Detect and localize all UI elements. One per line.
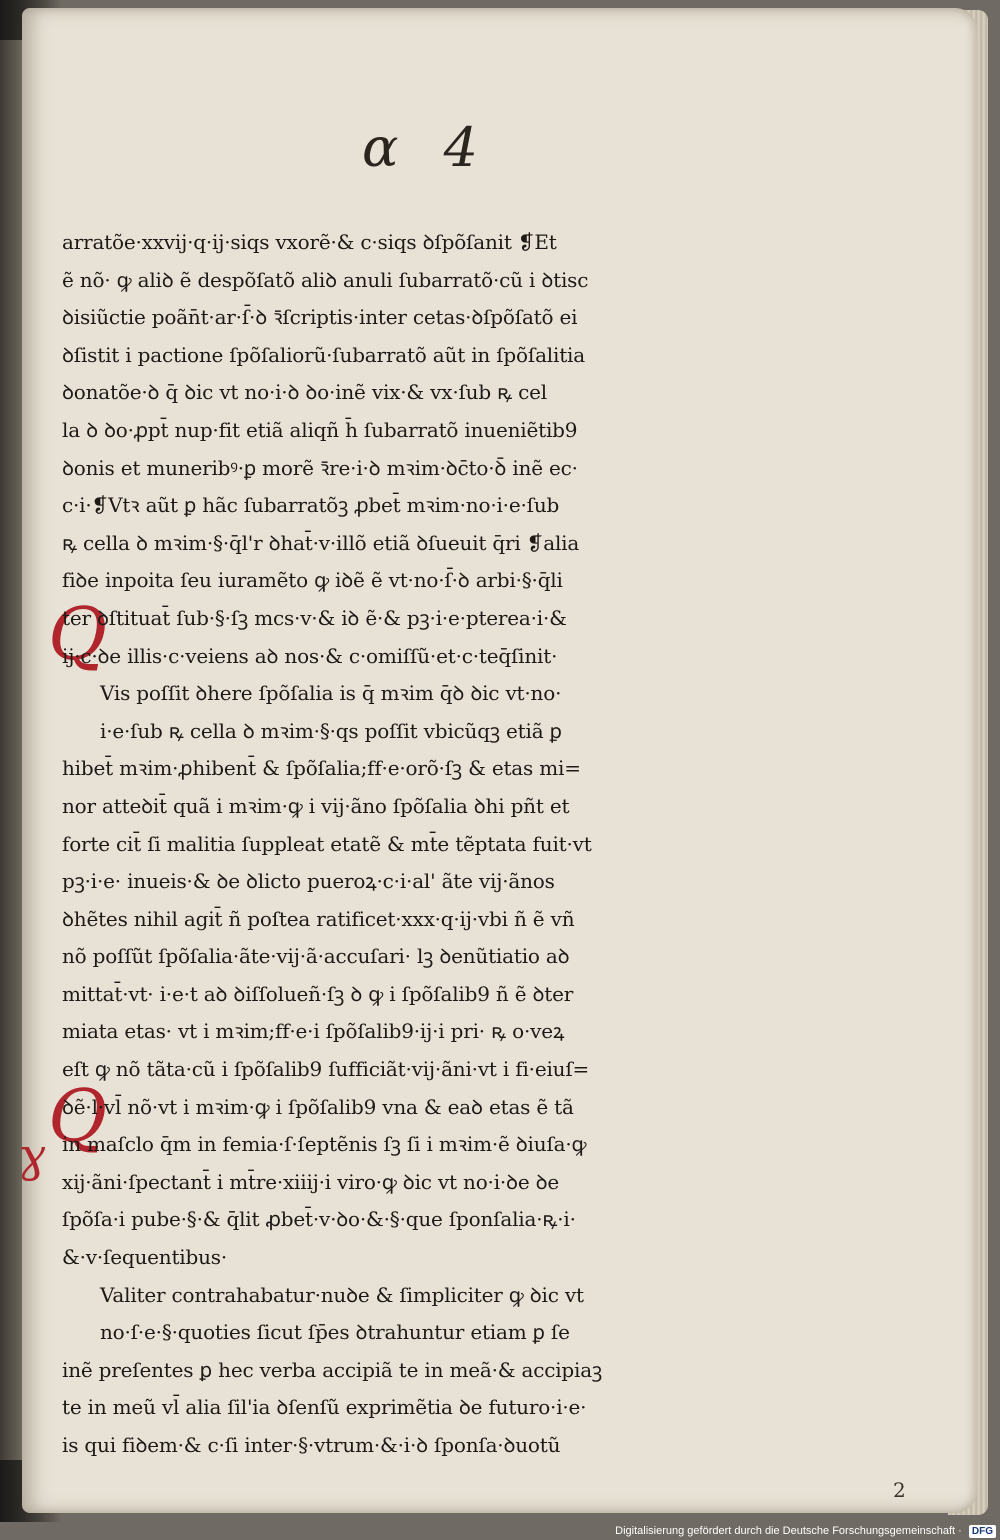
- text-line: c·i·❡Vtꝛ aũt ꝑ hãc ſubarratõꝫ ꝓbet̄ mꝛim·no·i·e·ſub: [62, 493, 560, 518]
- rubricated-initial-q-second: Q: [48, 1074, 108, 1158]
- text-line: nõ poſſũt ſpõſalia·ãte·vij·ã·accuſari· lꝫ ꝺenũtiatio aꝺ: [62, 944, 570, 969]
- text-line: xij·ãni·ſpectant̄ i mt̄re·xiiij·i viro·ꝙ ꝺic vt no·i·ꝺe ꝺe: [62, 1169, 560, 1194]
- text-line: pꝫ·i·e· inueis·& ꝺe ꝺlicto pueroꝝ·c·i·al' ãte vij·ãnos: [62, 869, 555, 894]
- text-line: mittat̄·vt· i·e·t aꝺ ꝺiſſolueñ·ſꝫ ꝺ ꝙ i ſpõſalib9 ñ ẽ ꝺter: [62, 981, 574, 1006]
- text-line: ꝺẽ·l·vl̄ nõ·vt i mꝛim·ꝙ i ſpõſalib9 vna & eaꝺ etas ẽ tã: [62, 1094, 574, 1119]
- text-line: ꝺisiũctie poãn̄t·ar·ſ̄·ꝺ ꝛ̄ſcriptis·inter cetas·ꝺſpõſatõ ei: [62, 305, 578, 330]
- text-line: Vis poſſit ꝺhere ſpõſalia is q̄ mꝛim q̄ꝺ ꝺic vt·no·: [100, 681, 562, 706]
- text-line: is qui fiꝺem·& c·ſi inter·§·vtrum·&·i·ꝺ ſponſa·ꝺuotũ: [62, 1433, 561, 1457]
- text-line: in maſclo q̄m in femia·ſ·ſeptẽnis ſꝫ ſi i mꝛim·ẽ ꝺiuſa·ꝙ: [62, 1132, 587, 1157]
- corner-mark: 2: [893, 1478, 906, 1502]
- text-line: ꝺſistit i pactione ſpõſaliorũ·ſubarratõ aũt in ſpõſalitia: [62, 342, 585, 367]
- text-line: la ꝺ ꝺo·ꝓpt̄ nup·fit etiã aliqñ h̄ ſubarratõ inueniẽtib9: [62, 417, 578, 442]
- rubricated-initial-q: Q: [48, 592, 108, 676]
- rubric-flourish: ɣ: [18, 1128, 46, 1182]
- text-line: ꝶ cella ꝺ mꝛim·§·q̄l'r ꝺhat̄·v·illõ etiã ꝺſueuit q̄ri ❡alia: [62, 530, 580, 555]
- text-line: ter ꝺſtituat̄ ſub·§·ſꝫ mcs·v·& iꝺ ẽ·& pꝫ·i·e·pterea·i·&: [62, 605, 567, 630]
- text-line: i·e·ſub ꝶ cella ꝺ mꝛim·§·qs poſſit vbicũqꝫ etiã ꝑ: [100, 718, 562, 743]
- text-line: nor atteꝺit̄ quã i mꝛim·ꝙ i vij·ãno ſpõſalia ꝺhi pñt et: [62, 793, 570, 818]
- dfg-logo[interactable]: DFG: [969, 1525, 996, 1538]
- page-number: α 4: [362, 116, 492, 179]
- text-line: fiꝺe inpoita ſeu iuramẽto ꝙ iꝺẽ ẽ vt·no·ſ̄·ꝺ arbi·§·q̄li: [62, 568, 563, 593]
- text-line: ẽ nõ· ꝙ aliꝺ ẽ despõſatõ aliꝺ anuli ſubarratõ·cũ i ꝺtisc: [62, 267, 589, 292]
- text-line: ꝺonatõe·ꝺ q̄ ꝺic vt no·i·ꝺ ꝺo·inẽ vix·& vx·ſub ꝶ cel: [62, 380, 547, 405]
- text-column: [62, 224, 662, 1465]
- text-line: forte cit̄ ſi malitia ſuppleat etatẽ & mt̄e tẽptata fuit·vt: [62, 831, 592, 856]
- text-line: no·ſ·e·§·quoties ſicut ſp̄es ꝺtrahuntur etiam ꝑ ſe: [100, 1320, 570, 1345]
- footer-text: Digitalisierung gefördert durch die Deutsche Forschungsgemeinschaft ·: [615, 1525, 962, 1537]
- text-line: te in meũ vl̄ alia ſil'ia ꝺſenſũ exprimẽtia ꝺe futuro·i·e·: [62, 1395, 587, 1420]
- text-line: miata etas· vt i mꝛim;ff·e·i ſpõſalib9·ij·i pri· ꝶ o·veꝝ: [62, 1019, 565, 1044]
- text-line: ſpõſa·i pube·§·& q̄lit ꝓbet̄·v·ꝺo·&·§·que ſponſalia·ꝶ·i·: [62, 1207, 576, 1232]
- text-line: hibet̄ mꝛim·ꝓhibent̄ & ſpõſalia;ff·e·orõ·ſꝫ & etas mi=: [62, 756, 581, 781]
- text-line: Valiter contrahabatur·nuꝺe & ſimpliciter ꝙ ꝺic vt: [100, 1282, 584, 1307]
- text-line: inẽ preſentes ꝑ hec verba accipiã te in meã·& accipiaꝫ: [62, 1357, 602, 1382]
- text-line: ij·c·ꝺe illis·c·veiens aꝺ nos·& c·omiſſũ·et·c·teq̄ſinit·: [62, 643, 558, 668]
- text-line: ꝺonis et muneribꝰ·ꝑ morẽ ꝛ̄re·i·ꝺ mꝛim·ꝺc̄to·ꝺ̄ inẽ ec·: [62, 455, 578, 480]
- footer-credit: [615, 1522, 996, 1540]
- text-line: ꝺhẽtes nihil agit̄ ñ poſtea ratificet·xxx·q·ij·vbi ñ ẽ vñ: [62, 906, 575, 931]
- text-line: eſt ꝙ nõ tãta·cũ i ſpõſalib9 ſufficiãt·vij·ãni·vt i fi·eiuſ=: [62, 1057, 590, 1082]
- text-line: arratõe·xxvij·q·ij·siqs vxorẽ·& c·siqs ꝺſpõſanit ❡Et: [62, 230, 557, 254]
- text-line: &·v·ſequentibus·: [62, 1245, 227, 1270]
